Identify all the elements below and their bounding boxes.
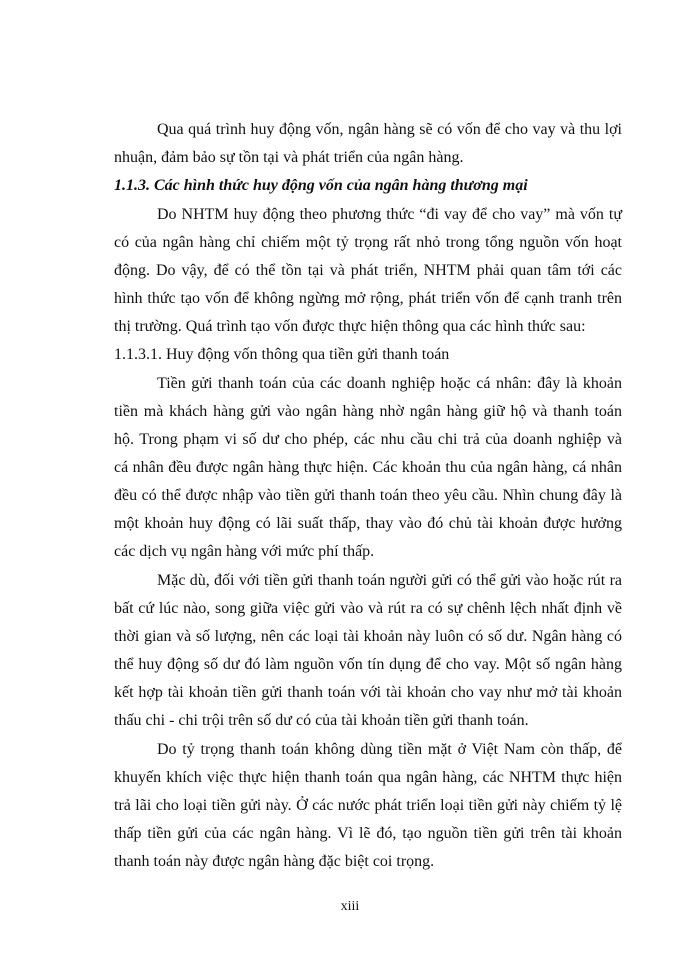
paragraph-3-line-1: Tiền gửi thanh toán của các doanh nghiệp hoặc cá nhân: đây là khoản: [157, 375, 622, 392]
section-heading: 1.1.3. Các hình thức huy động vốn của ngân hàng thương mại: [114, 177, 528, 194]
paragraph-4-line-6: thấu chi - chi trội trên số dư có của tài khoản tiền gửi thanh toán.: [114, 712, 529, 729]
paragraph-2-line-5: thị trường. Quá trình tạo vốn được thực hiện thông qua các hình thức sau:: [114, 318, 586, 335]
paragraph-2-line-3: động. Do vậy, để có thể tồn tại và phát triển, NHTM phải quan tâm tới các: [114, 262, 622, 279]
paragraph-5-line-3: trả lãi cho loại tiền gửi này. Ở các nước phát triển loại tiền gửi này chiếm tỷ lệ: [114, 797, 622, 814]
paragraph-3-line-4: cá nhân đều được ngân hàng thực hiện. Các khoản thu của ngân hàng, cá nhân: [114, 459, 622, 476]
paragraph-5-line-2: khuyến khích việc thực hiện thanh toán qua ngân hàng, các NHTM thực hiện: [114, 769, 622, 786]
paragraph-4-line-2: bất cứ lúc nào, song giữa việc gửi vào và rút ra có sự chênh lệch nhất định về: [114, 600, 622, 617]
paragraph-3-line-7: các dịch vụ ngân hàng với mức phí thấp.: [114, 543, 375, 560]
paragraph-1-line-2: nhuận, đảm bảo sự tồn tại và phát triển của ngân hàng.: [114, 149, 464, 166]
paragraph-5-line-4: thấp tiền gửi của các ngân hàng. Vì lẽ đó, tạo nguồn tiền gửi trên tài khoản: [114, 825, 622, 842]
paragraph-5-line-5: thanh toán này được ngân hàng đặc biệt coi trọng.: [114, 853, 435, 870]
paragraph-2-line-2: có của ngân hàng chỉ chiếm một tỷ trọng rất nhỏ trong tổng nguồn vốn hoạt: [114, 234, 622, 251]
page-number: xiii: [340, 899, 360, 914]
paragraph-4-line-5: kết hợp tài khoản tiền gửi thanh toán với tài khoản cho vay như mở tài khoản: [114, 684, 622, 701]
paragraph-4-line-3: thời gian và số lượng, nên các loại tài khoản này luôn có số dư. Ngân hàng có: [114, 628, 622, 645]
subsection-heading: 1.1.3.1. Huy động vốn thông qua tiền gửi thanh toán: [114, 346, 450, 363]
paragraph-4-line-4: thể huy động số dư đó làm nguồn vốn tín dụng để cho vay. Một số ngân hàng: [114, 656, 622, 673]
paragraph-3-line-3: hộ. Trong phạm vi số dư cho phép, các nhu cầu chi trả của doanh nghiệp và: [114, 431, 622, 448]
paragraph-2-line-1: Do NHTM huy động theo phương thức “đi vay để cho vay” mà vốn tự: [157, 206, 622, 223]
paragraph-4-line-1: Mặc dù, đối với tiền gửi thanh toán người gửi có thể gửi vào hoặc rút ra: [157, 572, 622, 589]
paragraph-3-line-6: một khoản huy động có lãi suất thấp, thay vào đó chủ tài khoản được hưởng: [114, 515, 622, 532]
paragraph-3-line-5: đều có thể được nhập vào tiền gửi thanh toán theo yêu cầu. Nhìn chung đây là: [114, 487, 622, 504]
paragraph-1-line-1: Qua quá trình huy động vốn, ngân hàng sẽ có vốn để cho vay và thu lợi: [157, 121, 622, 138]
paragraph-3-line-2: tiền mà khách hàng gửi vào ngân hàng nhờ ngân hàng giữ hộ và thanh toán: [114, 403, 622, 420]
paragraph-2-line-4: hình thức tạo vốn để không ngừng mở rộng, phát triển vốn để cạnh tranh trên: [114, 290, 622, 307]
paragraph-5-line-1: Do tỷ trọng thanh toán không dùng tiền mặt ở Việt Nam còn thấp, để: [157, 741, 622, 758]
